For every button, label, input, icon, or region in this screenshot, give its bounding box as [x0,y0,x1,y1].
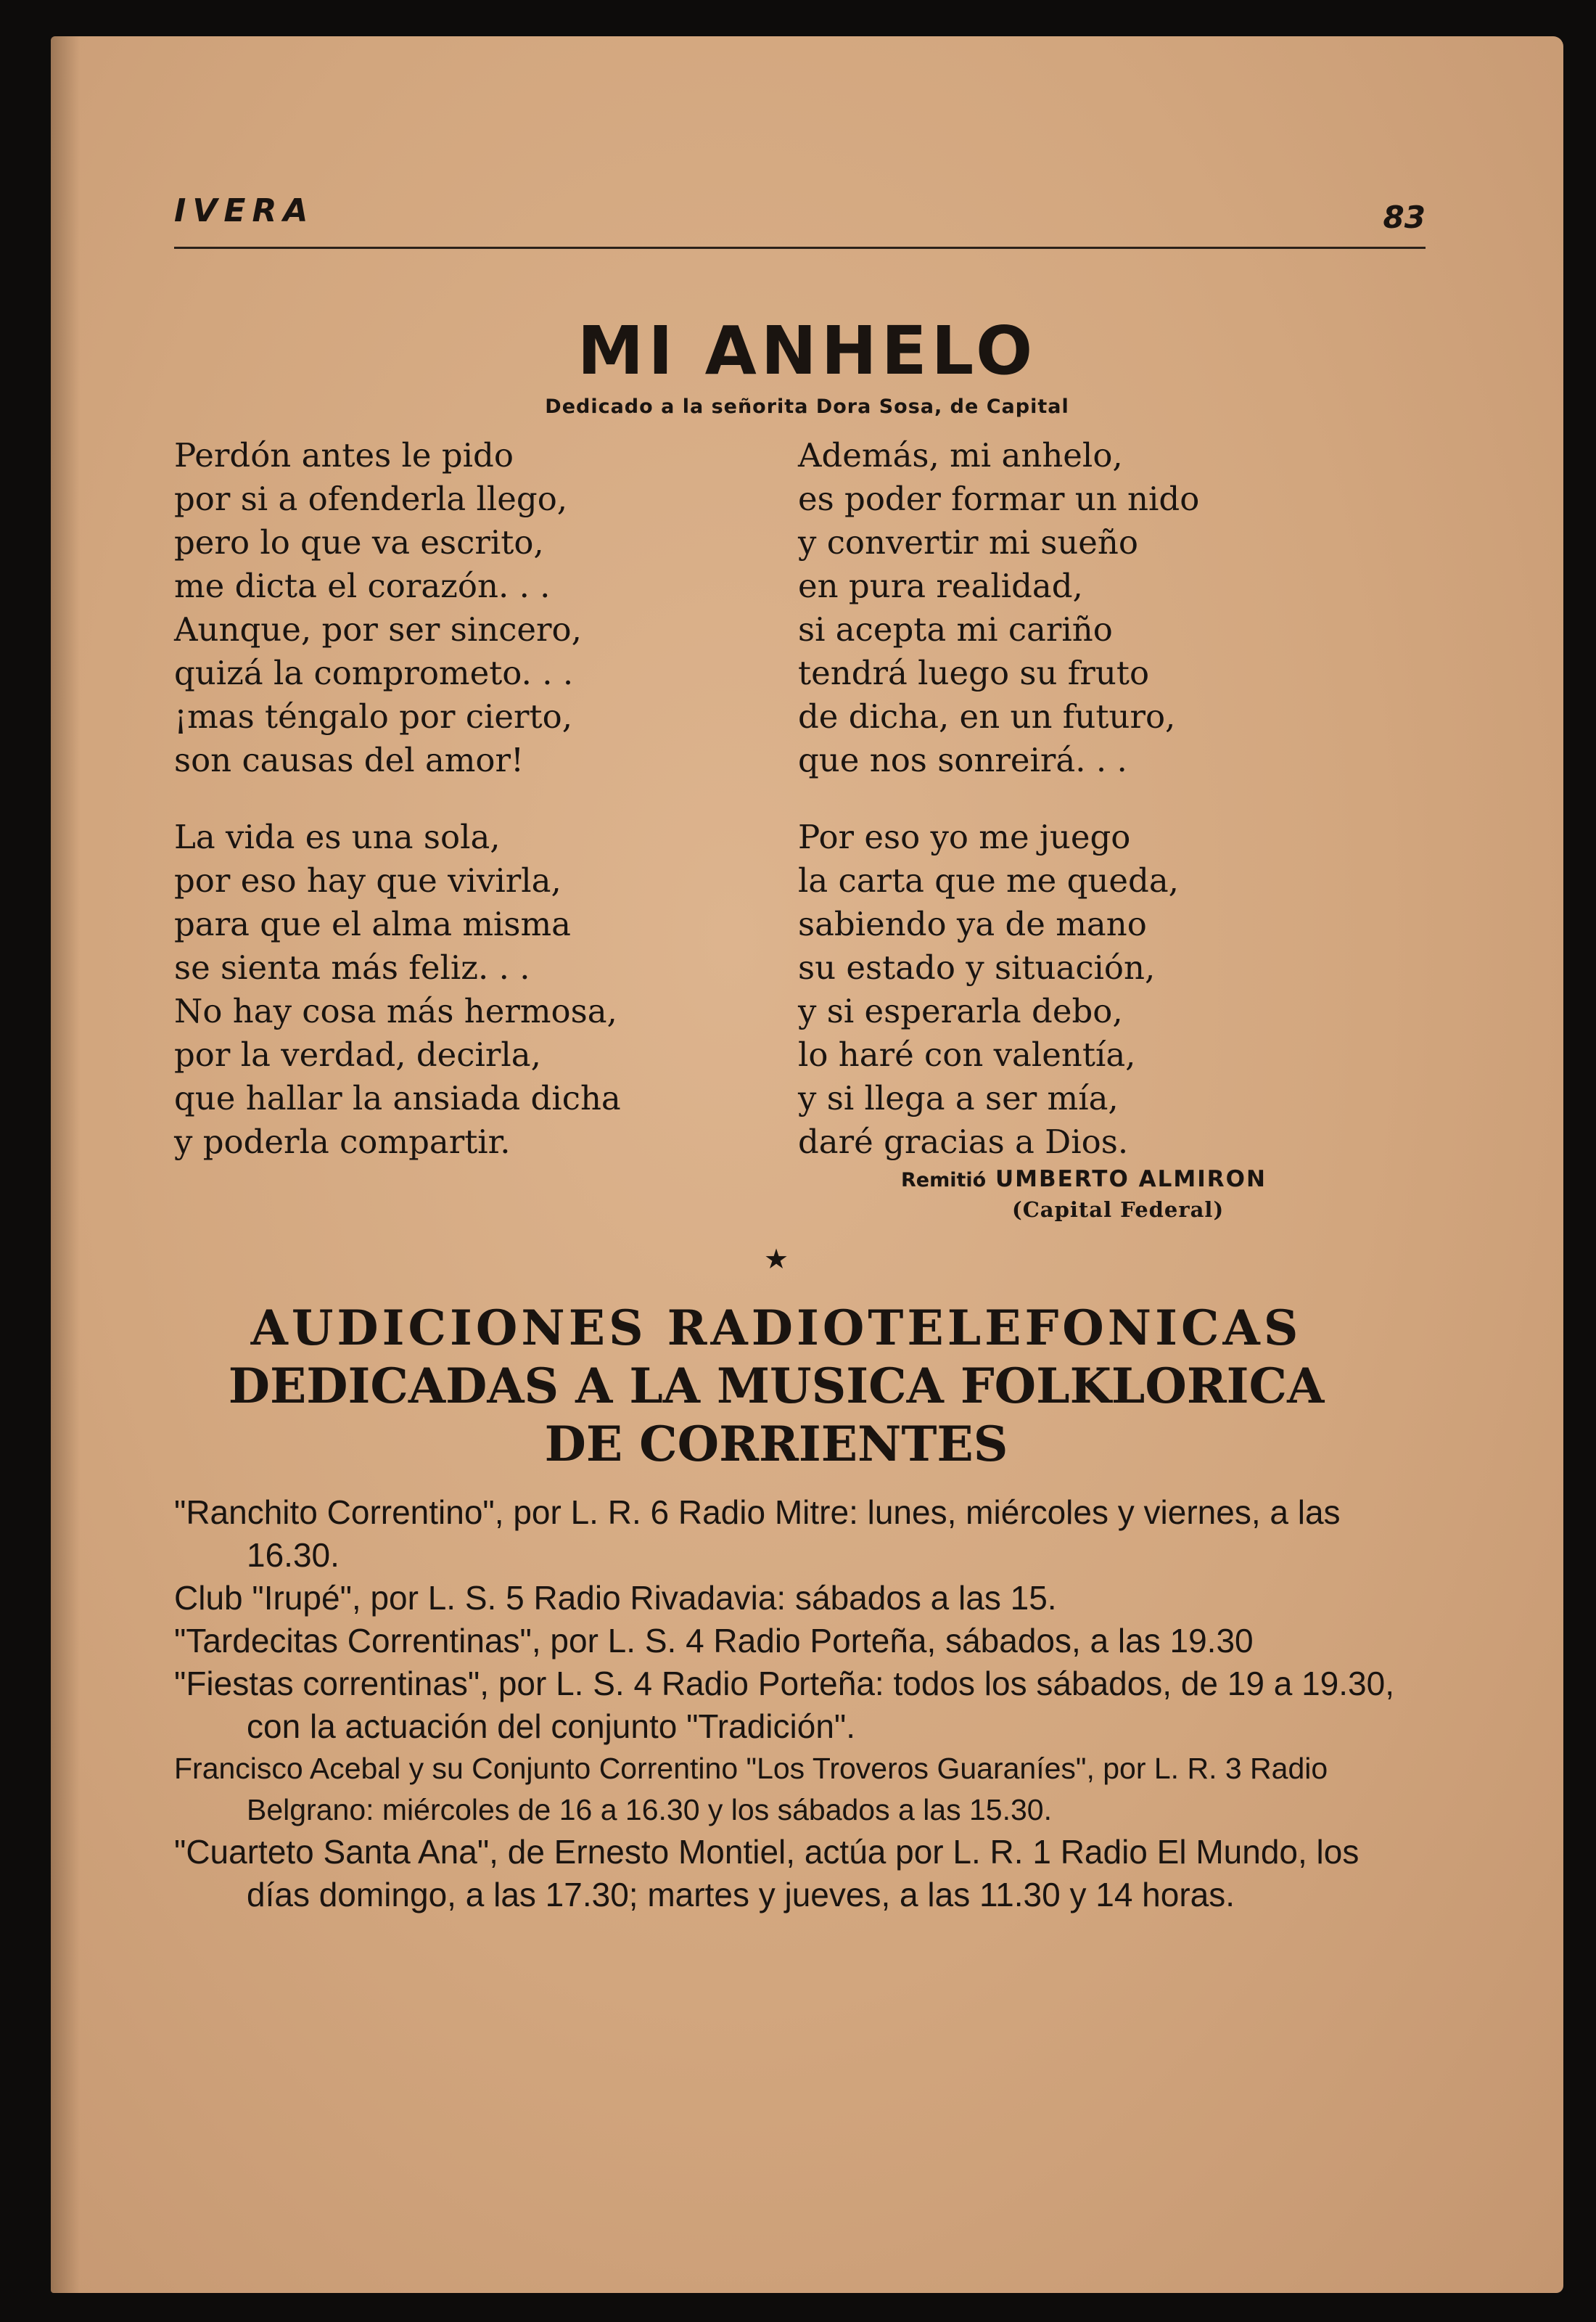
section-title-line: DE CORRIENTES [544,1416,1008,1472]
poem-title: MI ANHELO [577,312,1037,390]
listing-entry: Club "Irupé", por L. S. 5 Radio Rivadavia: sábados a las 15. [174,1579,1057,1617]
verse-line: en pura realidad, [798,567,1083,605]
author-origin: (Capital Federal) [1012,1197,1225,1222]
verse-line: Por eso yo me juego [798,818,1131,856]
verse-line: y si llega a ser mía, [798,1079,1119,1117]
poem-dedication: Dedicado a la señorita Dora Sosa, de Capital [545,395,1069,418]
stanza [798,434,1422,782]
star-icon: ★ [763,1243,789,1275]
listing-entry: "Fiestas correntinas", por L. S. 4 Radio Porteña: todos los sábados, de 19 a 19.30, con la actuación del conjunto "Tradición". [174,1665,1394,1745]
verse-line: daré gracias a Dios. [798,1123,1129,1161]
page-number: 83 [1383,200,1426,235]
verse-line: La vida es una sola, [174,818,501,856]
verse-line: la carta que me queda, [798,861,1179,900]
verse-line: por si a ofenderla llego, [174,480,568,518]
verse-line: y poderla compartir. [174,1123,511,1161]
radio-listings [174,1491,1426,1916]
listing-entry: "Cuarteto Santa Ana", de Ernesto Montiel, actúa por L. R. 1 Radio El Mundo, los días domingo, a las 17.30; martes y jueves, a las 11.30 y 14 horas. [174,1833,1360,1913]
verse-line: me dicta el corazón. . . [174,567,551,605]
section-title [160,1299,1393,1473]
listing-entry: "Tardecitas Correntinas", por L. S. 4 Radio Porteña, sábados, a las 19.30 [174,1622,1254,1660]
poem-right-column [798,434,1422,1197]
verse-line: son causas del amor! [174,741,525,779]
header-rule [174,247,1426,249]
verse-line: tendrá luego su fruto [798,654,1150,692]
verse-line: su estado y situación, [798,948,1156,987]
verse-line: es poder formar un nido [798,480,1200,518]
verse-line: para que el alma misma [174,905,572,943]
running-title: IVERA [174,192,315,229]
verse-line: se sienta más feliz. . . [174,948,530,987]
page-header [174,171,1426,265]
verse-line: y si esperarla debo, [798,992,1123,1030]
author-name: UMBERTO ALMIRON [995,1166,1267,1192]
poem-signature [901,1166,1409,1192]
magazine-page [51,36,1563,2293]
verse-line: que hallar la ansiada dicha [174,1079,621,1117]
listing-entry: "Ranchito Correntino", por L. R. 6 Radio Mitre: lunes, miércoles y viernes, a las 16.30. [174,1493,1341,1574]
verse-line: que nos sonreirá. . . [798,741,1127,779]
verse-line: y convertir mi sueño [798,523,1139,562]
stanza [174,816,798,1164]
verse-line: si acepta mi cariño [798,610,1113,649]
verse-line: Además, mi anhelo, [798,436,1123,475]
verse-line: ¡mas téngalo por cierto, [174,697,573,736]
section-title-line: AUDICIONES RADIOTELEFONICAS [250,1300,1302,1356]
verse-line: de dicha, en un futuro, [798,697,1176,736]
poem-left-column [174,434,798,1197]
listing-entry: Francisco Acebal y su Conjunto Correntino "Los Troveros Guaraníes", por L. R. 3 Radio Belgrano: miércoles de 16 a 16.30 y los sábados a las 15.30. [174,1752,1328,1826]
verse-line: quizá la comprometo. . . [174,654,574,692]
stanza [174,434,798,782]
verse-line: pero lo que va escrito, [174,523,544,562]
section-title-line: DEDICADAS A LA MUSICA FOLKLORICA [228,1358,1325,1414]
verse-line: sabiendo ya de mano [798,905,1147,943]
verse-line: Perdón antes le pido [174,436,514,475]
signature-prefix: Remitió [901,1169,987,1191]
verse-line: por la verdad, decirla, [174,1035,541,1074]
verse-line: lo haré con valentía, [798,1035,1136,1074]
verse-line: Aunque, por ser sincero, [174,610,582,649]
stanza [798,816,1422,1164]
verse-line: por eso hay que vivirla, [174,861,562,900]
verse-line: No hay cosa más hermosa, [174,992,617,1030]
